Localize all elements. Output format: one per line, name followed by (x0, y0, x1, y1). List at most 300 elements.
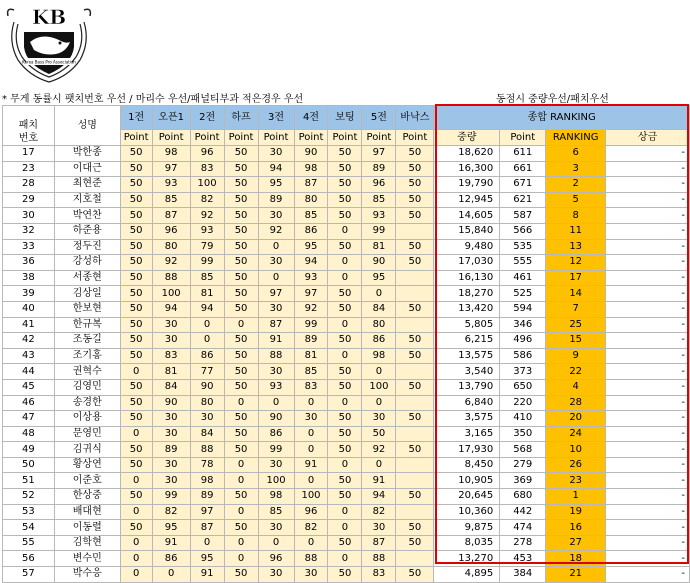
table-row (3, 223, 690, 239)
weight-cell: 17,930 (434, 442, 500, 458)
round-point-cell: 87 (294, 177, 328, 193)
round-point-cell: 0 (120, 426, 152, 442)
ranking-table (2, 105, 690, 583)
patch-no-cell: 49 (3, 442, 55, 458)
table-row (3, 348, 690, 364)
prize-cell: - (606, 177, 690, 193)
prize-cell: - (606, 317, 690, 333)
ranking-cell: 15 (546, 333, 606, 349)
svg-text:Korea Bass Pro Association: Korea Bass Pro Association (22, 59, 76, 65)
point-subheader: Point (328, 130, 362, 146)
tie-priority-note: 동점시 중량우선/패치우선 (496, 94, 609, 105)
patch-no-cell: 53 (3, 504, 55, 520)
round-point-cell: 81 (362, 239, 396, 255)
total-point-cell: 661 (500, 161, 546, 177)
ranking-cell: 17 (546, 270, 606, 286)
ranking-cell: 7 (546, 301, 606, 317)
round-point-cell: 30 (362, 520, 396, 536)
table-row (3, 426, 690, 442)
table-row (3, 192, 690, 208)
patch-no-cell: 43 (3, 348, 55, 364)
total-point-cell: 384 (500, 567, 546, 583)
round-point-cell: 89 (152, 442, 190, 458)
round-point-cell: 87 (258, 317, 294, 333)
patch-no-cell: 23 (3, 161, 55, 177)
name-cell: 정두진 (54, 239, 120, 255)
round-point-cell: 99 (362, 223, 396, 239)
ranking-cell: 24 (546, 426, 606, 442)
round-point-cell (396, 395, 434, 411)
round-point-cell: 99 (190, 255, 224, 271)
prize-cell: - (606, 457, 690, 473)
weight-cell: 13,575 (434, 348, 500, 364)
weight-cell: 19,790 (434, 177, 500, 193)
name-cell: 박한종 (54, 146, 120, 162)
patch-no-cell: 44 (3, 364, 55, 380)
round-point-cell: 50 (120, 317, 152, 333)
prize-cell: - (606, 535, 690, 551)
name-cell: 최현준 (54, 177, 120, 193)
name-cell: 조기홍 (54, 348, 120, 364)
round-point-cell: 30 (258, 567, 294, 583)
round-point-cell: 85 (258, 504, 294, 520)
round-point-cell: 50 (396, 411, 434, 427)
name-cell: 서종현 (54, 270, 120, 286)
round-point-cell: 87 (190, 520, 224, 536)
round-point-cell: 50 (224, 146, 258, 162)
round-point-cell: 50 (120, 395, 152, 411)
round-point-cell: 30 (152, 317, 190, 333)
round-point-cell: 0 (224, 535, 258, 551)
round-point-cell: 50 (396, 567, 434, 583)
round-point-cell (396, 457, 434, 473)
round-point-cell: 50 (328, 146, 362, 162)
round-point-cell: 80 (362, 317, 396, 333)
round-point-cell: 81 (152, 364, 190, 380)
name-cell: 한상중 (54, 489, 120, 505)
round-point-cell: 50 (396, 301, 434, 317)
table-row (3, 379, 690, 395)
round-point-cell: 97 (258, 286, 294, 302)
round-point-cell: 0 (294, 535, 328, 551)
total-point-cell: 566 (500, 223, 546, 239)
prize-subheader: 상금 (606, 130, 690, 146)
round-point-cell: 50 (396, 348, 434, 364)
weight-cell: 12,945 (434, 192, 500, 208)
weight-cell: 15,840 (434, 223, 500, 239)
name-cell: 한보현 (54, 301, 120, 317)
round-point-cell: 50 (224, 192, 258, 208)
table-row (3, 411, 690, 427)
patch-no-cell: 46 (3, 395, 55, 411)
patch-no-cell: 56 (3, 551, 55, 567)
prize-cell: - (606, 348, 690, 364)
round-point-cell: 80 (152, 239, 190, 255)
round-point-cell: 0 (328, 317, 362, 333)
name-cell: 한규복 (54, 317, 120, 333)
ranking-cell: 5 (546, 192, 606, 208)
round-point-cell: 50 (120, 208, 152, 224)
round-point-cell: 83 (294, 379, 328, 395)
prize-cell: - (606, 333, 690, 349)
round-point-cell (396, 317, 434, 333)
round-point-cell: 30 (294, 567, 328, 583)
round-point-cell: 94 (190, 301, 224, 317)
point-subheader: Point (152, 130, 190, 146)
weight-cell: 8,035 (434, 535, 500, 551)
round-point-cell: 97 (294, 286, 328, 302)
point-subheader: Point (500, 130, 546, 146)
round-header: 하프 (224, 106, 258, 130)
round-point-cell: 50 (120, 270, 152, 286)
round-point-cell: 50 (396, 442, 434, 458)
round-point-cell: 91 (294, 457, 328, 473)
round-point-cell: 95 (294, 239, 328, 255)
table-row (3, 551, 690, 567)
round-header: 5전 (362, 106, 396, 130)
prize-cell: - (606, 223, 690, 239)
round-point-cell: 30 (152, 426, 190, 442)
round-point-cell: 80 (294, 192, 328, 208)
point-subheader: Point (362, 130, 396, 146)
name-cell: 황상연 (54, 457, 120, 473)
round-point-cell: 50 (120, 379, 152, 395)
round-point-cell: 86 (362, 333, 396, 349)
round-point-cell: 50 (362, 426, 396, 442)
ranking-cell: 21 (546, 567, 606, 583)
patch-no-cell: 33 (3, 239, 55, 255)
total-point-cell: 453 (500, 551, 546, 567)
round-point-cell: 50 (328, 473, 362, 489)
round-point-cell: 30 (362, 411, 396, 427)
round-point-cell: 83 (362, 567, 396, 583)
ranking-cell: 20 (546, 411, 606, 427)
round-point-cell: 50 (120, 348, 152, 364)
round-point-cell: 96 (362, 177, 396, 193)
weight-cell: 9,480 (434, 239, 500, 255)
round-point-cell: 88 (258, 348, 294, 364)
round-point-cell: 30 (258, 301, 294, 317)
point-subheader: Point (396, 130, 434, 146)
ranking-subheader: RANKING (546, 130, 606, 146)
round-point-cell: 94 (362, 489, 396, 505)
round-point-cell: 30 (258, 208, 294, 224)
name-cell: 김영민 (54, 379, 120, 395)
weight-cell: 6,215 (434, 333, 500, 349)
round-point-cell: 50 (224, 208, 258, 224)
weight-cell: 10,360 (434, 504, 500, 520)
round-point-cell: 98 (152, 146, 190, 162)
round-point-cell: 81 (190, 286, 224, 302)
weight-cell: 9,875 (434, 520, 500, 536)
round-point-cell: 100 (294, 489, 328, 505)
round-point-cell: 0 (224, 473, 258, 489)
patch-no-cell: 32 (3, 223, 55, 239)
weight-cell: 18,270 (434, 286, 500, 302)
name-cell: 지호철 (54, 192, 120, 208)
prize-cell: - (606, 239, 690, 255)
round-point-cell: 80 (190, 395, 224, 411)
patch-no-cell: 29 (3, 192, 55, 208)
round-point-cell: 0 (190, 535, 224, 551)
total-point-cell: 586 (500, 348, 546, 364)
prize-cell: - (606, 255, 690, 271)
ranking-cell: 16 (546, 520, 606, 536)
round-point-cell: 30 (258, 457, 294, 473)
round-point-cell: 50 (224, 411, 258, 427)
patch-no-cell: 51 (3, 473, 55, 489)
total-point-cell: 279 (500, 457, 546, 473)
ranking-cell: 18 (546, 551, 606, 567)
patch-no-cell: 39 (3, 286, 55, 302)
round-point-cell: 50 (328, 333, 362, 349)
total-point-cell: 650 (500, 379, 546, 395)
name-cell: 박수응 (54, 567, 120, 583)
round-point-cell: 96 (294, 504, 328, 520)
ranking-cell: 3 (546, 161, 606, 177)
round-point-cell: 0 (328, 457, 362, 473)
round-point-cell: 88 (152, 270, 190, 286)
round-point-cell: 100 (152, 286, 190, 302)
ranking-cell: 12 (546, 255, 606, 271)
round-point-cell: 50 (120, 192, 152, 208)
round-point-cell: 50 (396, 489, 434, 505)
ranking-cell: 26 (546, 457, 606, 473)
table-row (3, 317, 690, 333)
table-row (3, 473, 690, 489)
prize-cell: - (606, 551, 690, 567)
round-point-cell: 0 (328, 270, 362, 286)
round-point-cell: 50 (328, 161, 362, 177)
total-point-cell: 671 (500, 177, 546, 193)
total-point-cell: 587 (500, 208, 546, 224)
ranking-cell: 11 (546, 223, 606, 239)
patch-no-cell: 17 (3, 146, 55, 162)
round-point-cell: 82 (152, 504, 190, 520)
round-point-cell: 89 (294, 333, 328, 349)
round-point-cell: 93 (362, 208, 396, 224)
table-row (3, 520, 690, 536)
round-point-cell (396, 364, 434, 380)
round-point-cell: 0 (224, 395, 258, 411)
round-point-cell: 30 (294, 411, 328, 427)
round-point-cell: 93 (258, 379, 294, 395)
round-point-cell: 90 (190, 379, 224, 395)
round-point-cell: 30 (152, 457, 190, 473)
round-point-cell: 30 (152, 333, 190, 349)
prize-cell: - (606, 161, 690, 177)
round-point-cell: 79 (190, 239, 224, 255)
round-point-cell: 0 (328, 395, 362, 411)
total-point-cell: 461 (500, 270, 546, 286)
round-point-cell: 93 (152, 177, 190, 193)
round-point-cell: 50 (396, 255, 434, 271)
total-point-cell: 369 (500, 473, 546, 489)
round-point-cell: 94 (294, 255, 328, 271)
table-row (3, 239, 690, 255)
weight-cell: 16,130 (434, 270, 500, 286)
round-point-cell: 78 (190, 457, 224, 473)
round-point-cell: 50 (328, 208, 362, 224)
ranking-cell: 8 (546, 208, 606, 224)
patch-no-header: 패치 번호 (3, 106, 55, 146)
round-point-cell: 83 (190, 161, 224, 177)
round-point-cell: 0 (224, 457, 258, 473)
round-point-cell: 50 (120, 239, 152, 255)
weight-cell: 5,805 (434, 317, 500, 333)
round-point-cell: 82 (190, 192, 224, 208)
round-point-cell: 0 (294, 395, 328, 411)
round-point-cell: 94 (258, 161, 294, 177)
round-point-cell: 90 (294, 146, 328, 162)
round-point-cell: 0 (328, 255, 362, 271)
round-point-cell: 50 (396, 146, 434, 162)
round-header: 바낙스 (396, 106, 434, 130)
point-subheader: Point (224, 130, 258, 146)
round-point-cell: 99 (152, 489, 190, 505)
table-row (3, 333, 690, 349)
round-point-cell: 50 (120, 457, 152, 473)
round-point-cell (396, 426, 434, 442)
round-point-cell: 30 (258, 146, 294, 162)
round-point-cell: 0 (328, 551, 362, 567)
svg-text:KB: KB (31, 5, 67, 29)
round-point-cell: 0 (120, 551, 152, 567)
round-point-cell: 92 (258, 223, 294, 239)
round-point-cell: 50 (396, 239, 434, 255)
round-point-cell: 50 (224, 379, 258, 395)
round-point-cell: 50 (120, 442, 152, 458)
ranking-cell: 28 (546, 395, 606, 411)
name-cell: 하준용 (54, 223, 120, 239)
round-point-cell: 50 (328, 567, 362, 583)
round-point-cell: 97 (152, 161, 190, 177)
round-point-cell: 86 (294, 223, 328, 239)
round-point-cell: 30 (258, 364, 294, 380)
table-row (3, 255, 690, 271)
round-point-cell: 87 (152, 208, 190, 224)
round-point-cell: 92 (190, 208, 224, 224)
weight-cell: 20,645 (434, 489, 500, 505)
round-point-cell: 30 (258, 520, 294, 536)
round-point-cell: 90 (258, 411, 294, 427)
round-point-cell: 86 (152, 551, 190, 567)
round-point-cell: 91 (152, 535, 190, 551)
round-point-cell: 87 (362, 535, 396, 551)
round-point-cell: 0 (258, 270, 294, 286)
table-row (3, 504, 690, 520)
total-point-cell: 220 (500, 395, 546, 411)
round-point-cell: 96 (258, 551, 294, 567)
total-point-cell: 525 (500, 286, 546, 302)
patch-no-cell: 54 (3, 520, 55, 536)
round-point-cell: 50 (328, 177, 362, 193)
ranking-cell: 2 (546, 177, 606, 193)
table-row (3, 208, 690, 224)
round-point-cell: 91 (190, 567, 224, 583)
round-point-cell: 50 (224, 270, 258, 286)
round-point-cell: 50 (396, 379, 434, 395)
round-point-cell: 91 (362, 473, 396, 489)
round-point-cell: 81 (294, 348, 328, 364)
round-point-cell: 0 (152, 567, 190, 583)
round-point-cell: 50 (396, 333, 434, 349)
round-point-cell: 0 (362, 457, 396, 473)
round-point-cell: 0 (362, 395, 396, 411)
weight-cell: 3,540 (434, 364, 500, 380)
round-point-cell: 95 (258, 177, 294, 193)
round-point-cell: 50 (328, 192, 362, 208)
round-point-cell: 90 (152, 395, 190, 411)
round-point-cell: 0 (120, 567, 152, 583)
round-point-cell: 50 (224, 286, 258, 302)
ranking-cell: 23 (546, 473, 606, 489)
table-row (3, 489, 690, 505)
round-point-cell: 50 (328, 286, 362, 302)
round-point-cell: 94 (152, 301, 190, 317)
name-cell: 송경한 (54, 395, 120, 411)
prize-cell: - (606, 379, 690, 395)
point-subheader: Point (258, 130, 294, 146)
round-point-cell: 0 (190, 317, 224, 333)
ranking-cell: 27 (546, 535, 606, 551)
prize-cell: - (606, 567, 690, 583)
prize-cell: - (606, 504, 690, 520)
prize-cell: - (606, 489, 690, 505)
round-point-cell: 84 (362, 301, 396, 317)
round-point-cell: 50 (396, 208, 434, 224)
round-point-cell: 50 (328, 239, 362, 255)
round-point-cell: 0 (328, 504, 362, 520)
name-cell: 강성하 (54, 255, 120, 271)
round-point-cell: 97 (190, 504, 224, 520)
round-point-cell: 88 (190, 442, 224, 458)
patch-no-cell: 40 (3, 301, 55, 317)
table-row (3, 457, 690, 473)
round-point-cell: 30 (258, 255, 294, 271)
prize-cell: - (606, 192, 690, 208)
patch-no-cell: 57 (3, 567, 55, 583)
weight-cell: 6,840 (434, 395, 500, 411)
round-point-cell: 50 (396, 192, 434, 208)
round-point-cell: 50 (224, 161, 258, 177)
ranking-cell: 13 (546, 239, 606, 255)
round-point-cell: 0 (294, 442, 328, 458)
round-header: 4전 (294, 106, 328, 130)
table-row (3, 301, 690, 317)
prize-cell: - (606, 286, 690, 302)
round-point-cell: 0 (190, 333, 224, 349)
round-point-cell: 0 (294, 473, 328, 489)
total-point-cell: 621 (500, 192, 546, 208)
round-point-cell: 0 (224, 504, 258, 520)
round-point-cell: 50 (224, 348, 258, 364)
round-point-cell: 83 (152, 348, 190, 364)
round-point-cell: 0 (362, 286, 396, 302)
round-point-cell: 100 (362, 379, 396, 395)
round-point-cell: 50 (328, 442, 362, 458)
name-cell: 권혁수 (54, 364, 120, 380)
total-point-cell: 594 (500, 301, 546, 317)
round-point-cell: 98 (190, 473, 224, 489)
name-cell: 이준호 (54, 473, 120, 489)
ranking-cell: 6 (546, 146, 606, 162)
table-row (3, 161, 690, 177)
round-point-cell: 30 (190, 411, 224, 427)
round-point-cell: 50 (224, 223, 258, 239)
round-point-cell: 0 (328, 223, 362, 239)
round-point-cell: 50 (120, 301, 152, 317)
